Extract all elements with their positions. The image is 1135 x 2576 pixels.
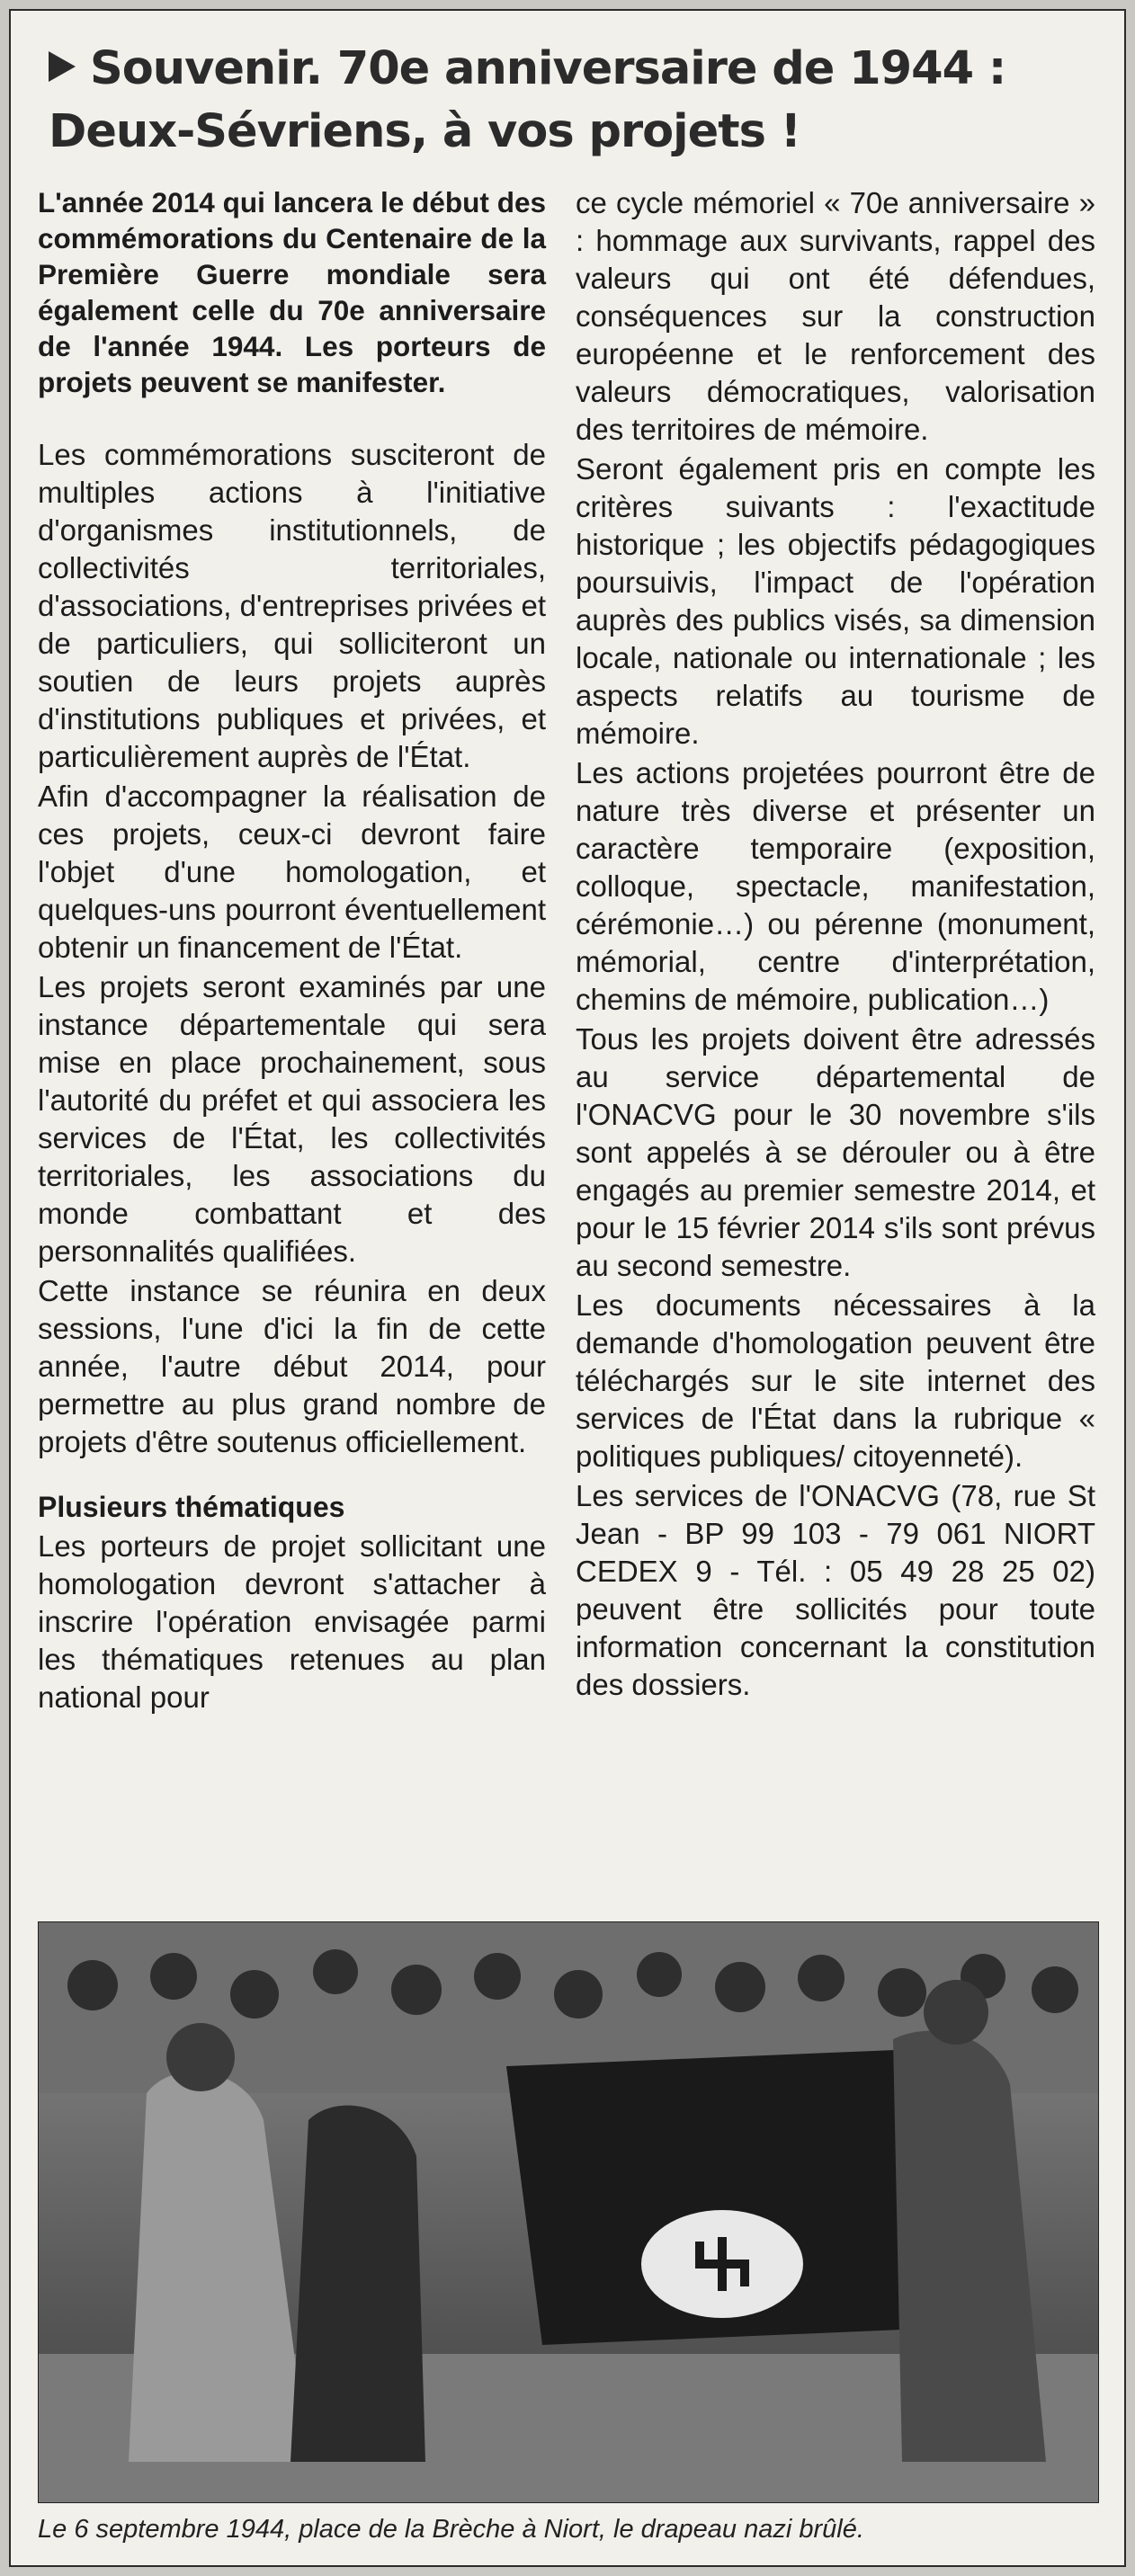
- body-paragraph: Les actions projetées pourront être de nature très diverse et présenter un caractère temporaire (exposition, colloque, spectacle, manifestation, cérémonie…) ou pérenne (monument, mémorial, centre d'interprétation, chemins de mémoire, publication…): [576, 756, 1095, 1016]
- subheading: Plusieurs thématiques: [38, 1491, 345, 1523]
- body-paragraph: Les services de l'ONACVG (78, rue St Jean - BP 99 103 - 79 061 NIORT CEDEX 9 - Tél. : 05 49 28 25 02) peuvent être sollicités pour toute information concernant la constitution des dossiers.: [576, 1479, 1095, 1701]
- body-paragraph: Afin d'accompagner la réalisation de ces projets, ceux-ci devront faire l'objet d'une homologation, et quelques-uns pourront éventuellement obtenir un financement de l'État.: [38, 780, 546, 964]
- headline: [49, 38, 1092, 164]
- photo-illustration: [39, 1922, 1098, 2502]
- left-column: [38, 184, 546, 1718]
- body-paragraph: Cette instance se réunira en deux sessions, l'une d'ici la fin de cette année, l'autre début 2014, pour permettre au plus grand nombre de projets d'être soutenus officiellement.: [38, 1274, 546, 1458]
- body-paragraph: Seront également pris en compte les critères suivants : l'exactitude historique ; les objectifs pédagogiques poursuivis, l'impact de l'opération auprès des publics visés, sa dimension locale, nationale ou internationale ; les aspects relatifs au tourisme de mémoire.: [576, 452, 1095, 750]
- body-paragraph: Les documents nécessaires à la demande d'homologation peuvent être téléchargés sur le site internet des services de l'État dans la rubrique « politiques publiques/ citoyenneté).: [576, 1288, 1095, 1473]
- right-column: [576, 184, 1095, 1706]
- body-paragraph: Tous les projets doivent être adressés au service départemental de l'ONACVG pour le 30 novembre s'ils sont appelés à se dérouler ou à être engagés au premier semestre 2014, et pour le 15 février 2014 s'ils sont prévus au second semestre.: [576, 1022, 1095, 1282]
- headline-line-1: Souvenir. 70e anniversaire de 1944 :: [90, 42, 1006, 95]
- body-paragraph: ce cycle mémoriel « 70e anniversaire » : hommage aux survivants, rappel des valeurs qui ont été défendues, conséquences sur la construction européenne et le renforcement des valeurs démocratiques, valorisation des territoires de mémoire.: [576, 186, 1095, 446]
- historical-photo: [38, 1921, 1099, 2503]
- headline-line-2: Deux-Sévriens, à vos projets !: [49, 105, 800, 158]
- body-paragraph: Les commémorations susciteront de multiples actions à l'initiative d'organismes institutionnels, de collectivités territoriales, d'associations, d'entreprises privées et de particuliers, qui solliciteront un soutien de leurs projets auprès d'institutions publiques et privées, et particulièrement auprès de l'État.: [38, 438, 546, 773]
- body-paragraph: Les porteurs de projet sollicitant une homologation devront s'attacher à inscrire l'opération envisagée parmi les thématiques retenues au plan national pour: [38, 1529, 546, 1714]
- lead-paragraph: L'année 2014 qui lancera le début des commémorations du Centenaire de la Première Guerre mondiale sera également celle du 70e anniversaire de l'année 1944. Les porteurs de projets peuvent se manifester.: [38, 186, 546, 398]
- body-paragraph: Les projets seront examinés par une instance départementale qui sera mise en place prochainement, sous l'autorité du préfet et qui associera les services de l'État, les collectivités territoriales, les associations du monde combattant et des personnalités qualifiées.: [38, 970, 546, 1268]
- triangle-bullet-icon: [49, 51, 76, 82]
- photo-caption: Le 6 septembre 1944, place de la Brèche à Niort, le drapeau nazi brûlé.: [38, 2515, 864, 2544]
